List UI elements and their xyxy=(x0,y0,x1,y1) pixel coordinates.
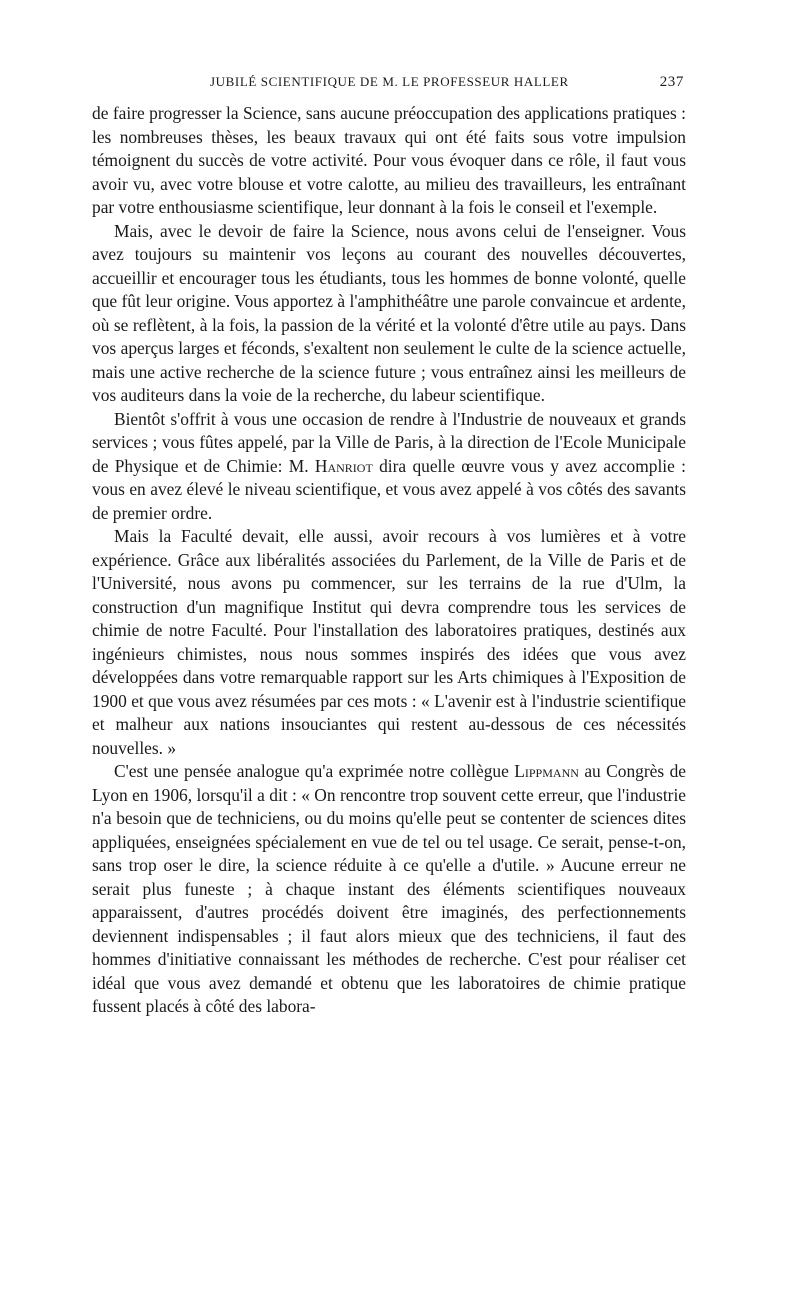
name-hanriot: Hanriot xyxy=(314,455,373,476)
paragraph-1: de faire progresser la Science, sans aucune préoccupation des applications pratiques : les nombreuses thèses, les beaux travaux qui ont été faits sous votre impulsion témoignent du succès de votre activité. Pour vous évoquer dans ce rôle, il faut vous avoir vu, avec votre blouse et votre calotte, au milieu des travailleurs, les entraînant par votre enthousiasme scientifique, leur donnant à la fois le conseil et l'exemple. xyxy=(92,103,686,217)
paragraph-3-text-a: Bientôt s'offrit à vous une occasion de rendre à l'Industrie de nouveaux et grands services ; vous fûtes appelé, par la Ville de Paris, à la direction de l'Ecole Municipale de Physique et de Chimie: M. xyxy=(92,408,686,476)
paragraph-4: Mais la Faculté devait, elle aussi, avoir recours à vos lumières et à votre expérience. Grâce aux libéralités associées du Parlement, de la Ville de Paris et de l'Université, nous avons pu commencer, sur les terrains de la rue d'Ulm, la construction d'un magnifique Institut qui devra comprendre tous les services de chimie de notre Faculté. Pour l'installation des laboratoires pratiques, destinés aux ingénieurs chimistes, nous nous sommes inspirés des idées que vous avez développées dans votre remarquable rapport sur les Arts chimiques à l'Exposition de 1900 et que vous avez résumées par ces mots : « L'avenir est à l'industrie scientifique et malheur aux nations insouciantes qui restent au-dessous de ces nécessités nouvelles. » xyxy=(92,526,686,758)
body-text xyxy=(92,102,686,1019)
name-lippmann: Lippmann xyxy=(514,761,579,781)
paragraph-5-text-a: C'est une pensée analogue qu'a exprimée notre collègue xyxy=(114,761,515,781)
paragraph-3 xyxy=(92,408,686,526)
page-number: 237 xyxy=(659,74,684,90)
paragraph-5-text-b: au Congrès de Lyon en 1906, lorsqu'il a dit : « On rencontre trop souvent cette erreur, que l'industrie n'a besoin que de techniciens, ou du moins qu'elle peut se contenter de sciences dites appliquées, enseignées spécialement en vue de tel ou tel usage. Ce serait, pense-t-on, sans trop oser le dire, la science réduite à ce qu'elle a d'utile. » Aucune erreur ne serait plus funeste ; à chaque instant des éléments scientifiques nouveaux apparaissent, d'autres procédés doivent être imaginés, des perfectionnements deviennent indispensables ; il faut alors mieux que des techniciens, il faut des hommes d'initiative connaissant les méthodes de recherche. C'est pour réaliser cet idéal que vous avez demandé et obtenu que les laboratoires de chimie pratique fussent placés à côté des labora- xyxy=(92,761,686,1016)
paragraph-2: Mais, avec le devoir de faire la Science, nous avons celui de l'enseigner. Vous avez toujours su maintenir vos leçons au courant des nouvelles découvertes, accueillir et encourager tous les étudiants, tous les hommes de bonne volonté, quelle que fût leur origine. Vous apportez à l'amphithéâtre une parole convaincue et ardente, où se reflètent, à la fois, la passion de la vérité et la volonté d'être utile au pays. Dans vos aperçus larges et féconds, s'exaltent non seulement le culte de la science actuelle, mais une active recherche de la science future ; vous entraînez ainsi les meilleurs de vos auditeurs dans la voie de la recherche, du labeur scientifique. xyxy=(92,220,686,405)
paragraph-5 xyxy=(92,760,686,1019)
running-title: JUBILÉ SCIENTIFIQUE DE M. LE PROFESSEUR HALLER xyxy=(210,74,569,89)
running-header xyxy=(92,74,684,94)
paragraph-3-text-b: dira quelle œuvre vous y avez accomplie : vous en avez élevé le niveau scientifique, et vous avez appelé à vos côtés des savants de premier ordre. xyxy=(92,455,686,523)
